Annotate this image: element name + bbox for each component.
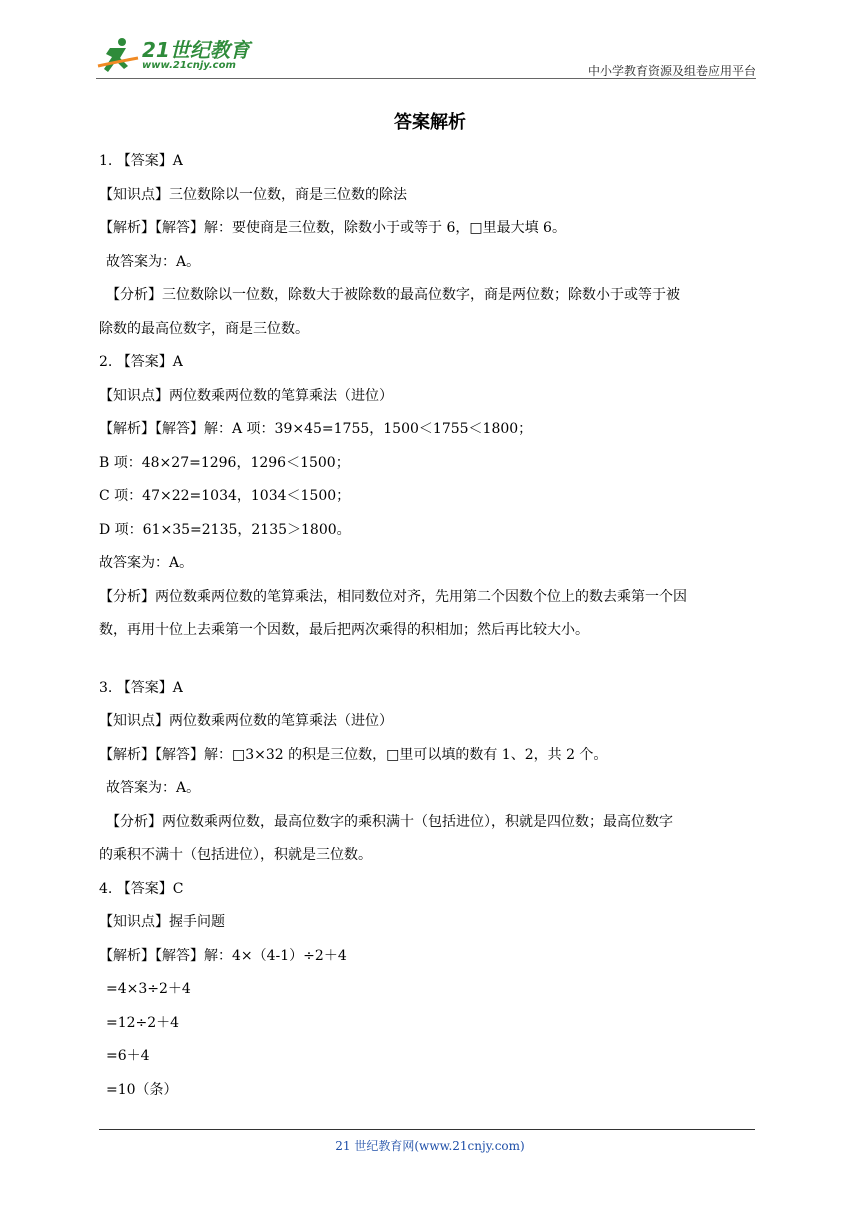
logo-text: 21世纪教育 [142, 38, 250, 62]
answer-content [99, 150, 761, 1112]
footer-text: 21 世纪教育网(www.21cnjy.com) [335, 1139, 525, 1153]
q2-option-c: C 项：47×22=1034，1034＜1500； [99, 488, 351, 504]
q4-analysis: 【解析】【解答】解：4×（4-1）÷2＋4 [99, 947, 347, 964]
q1-knowledge: 【知识点】三位数除以一位数，商是三位数的除法 [99, 186, 407, 203]
q2-analysis: 【解析】【解答】解：A 项：39×45=1755，1500＜1755＜1800； [99, 421, 533, 437]
q4-step-3: =6＋4 [106, 1048, 150, 1064]
q2-conclusion: 故答案为：A。 [99, 555, 194, 571]
q2-note-line2: 数，再用十位上去乘第一个因数，最后把两次乘得的积相加；然后再比较大小。 [99, 622, 589, 638]
q1-conclusion: 故答案为：A。 [106, 253, 201, 270]
q3-note-line2: 的乘积不满十（包括进位），积就是三位数。 [99, 847, 372, 863]
q4-step-1: =4×3÷2＋4 [106, 981, 191, 997]
header-divider [96, 78, 756, 79]
q1-note-line2: 除数的最高位数字，商是三位数。 [99, 320, 309, 337]
q2-knowledge: 【知识点】两位数乘两位数的笔算乘法（进位） [99, 387, 393, 404]
q3-knowledge: 【知识点】两位数乘两位数的笔算乘法（进位） [99, 713, 393, 729]
q4-answer: 4. 【答案】C [99, 880, 184, 897]
q1-answer: 1. 【答案】A [99, 153, 183, 169]
footer-divider [99, 1129, 755, 1130]
q4-step-4: =10（条） [106, 1081, 178, 1098]
page-title: 答案解析 [394, 112, 466, 133]
runner-logo-icon [96, 36, 140, 76]
q4-step-2: =12÷2＋4 [106, 1014, 180, 1031]
q3-analysis: 【解析】【解答】解：□3×32 的积是三位数，□里可以填的数有 1、2，共 2 个。 [99, 746, 608, 763]
q2-option-d: D 项：61×35=2135，2135＞1800。 [99, 521, 351, 538]
section-gap [99, 653, 761, 677]
q1-analysis: 【解析】【解答】解：要使商是三位数，除数小于或等于 6，□里最大填 6。 [99, 220, 566, 236]
page-header [96, 28, 756, 80]
platform-name: 中小学教育资源及组卷应用平台 [587, 64, 756, 78]
q1-note-line1: 【分析】三位数除以一位数，除数大于被除数的最高位数字，商是两位数；除数小于或等于被 [106, 287, 680, 303]
q3-answer: 3. 【答案】A [99, 679, 183, 696]
q2-option-b: B 项：48×27=1296，1296＜1500； [99, 454, 350, 471]
q4-knowledge: 【知识点】握手问题 [99, 914, 225, 930]
site-logo [96, 36, 266, 76]
q3-conclusion: 故答案为：A。 [106, 780, 201, 796]
q3-note-line1: 【分析】两位数乘两位数，最高位数字的乘积满十（包括进位），积就是四位数；最高位数字 [106, 813, 673, 830]
logo-url: www.21cnjy.com [142, 60, 236, 71]
q2-answer: 2. 【答案】A [99, 354, 183, 370]
q2-note-line1: 【分析】两位数乘两位数的笔算乘法，相同数位对齐，先用第二个因数个位上的数去乘第一个因 [99, 588, 687, 605]
